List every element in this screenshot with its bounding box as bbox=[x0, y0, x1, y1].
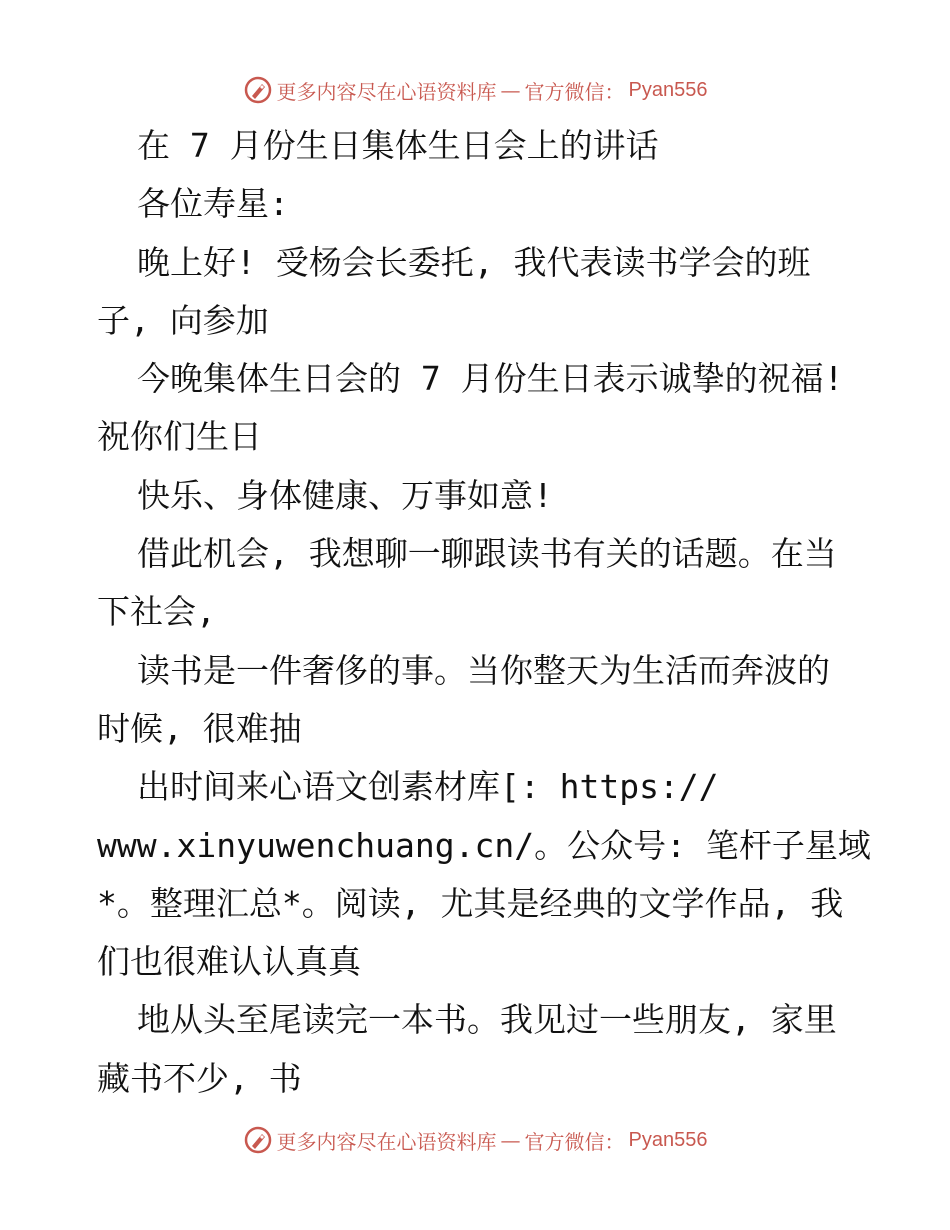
text-line: www.xinyuwenchuang.cn/。公众号: 笔杆子星域 bbox=[97, 825, 871, 865]
banner-title: 更多内容尽在心语资料库 bbox=[276, 79, 497, 104]
text-line: 今晚集体生日会的 7 月份生日表示诚挚的祝福! bbox=[137, 359, 844, 399]
text-line: 读书是一件奢侈的事。当你整天为生活而奔波的 bbox=[137, 650, 830, 690]
banner-title: 更多内容尽在心语资料库 bbox=[276, 1129, 497, 1154]
text-line: 下社会, bbox=[97, 592, 216, 632]
banner-separator: — bbox=[500, 78, 521, 102]
pen-nib-logo-icon bbox=[243, 75, 273, 105]
text-line: 们也很难认认真真 bbox=[97, 942, 361, 982]
header-banner bbox=[0, 70, 950, 110]
pen-nib-logo-icon bbox=[243, 1125, 273, 1155]
text-line: *。整理汇总*。阅读, 尤其是经典的文学作品, 我 bbox=[97, 883, 844, 923]
banner-separator: — bbox=[500, 1128, 521, 1152]
text-line: 祝你们生日 bbox=[97, 417, 262, 457]
text-line: 藏书不少, 书 bbox=[97, 1058, 302, 1098]
text-line: 快乐、身体健康、万事如意! bbox=[137, 475, 553, 515]
text-line: 晚上好! 受杨会长委托, 我代表读书学会的班 bbox=[137, 242, 811, 282]
text-line: 在 7 月份生日集体生日会上的讲话 bbox=[137, 126, 659, 165]
text-line: 时候, 很难抽 bbox=[97, 708, 302, 748]
footer-banner bbox=[0, 1120, 950, 1160]
banner-label: 官方微信： bbox=[524, 1129, 625, 1154]
document-body bbox=[97, 117, 871, 1108]
text-line: 借此机会, 我想聊一聊跟读书有关的话题。在当 bbox=[137, 534, 837, 574]
banner-label: 官方微信： bbox=[524, 79, 625, 104]
text-line: 地从头至尾读完一本书。我见过一些朋友, 家里 bbox=[137, 1000, 837, 1040]
text-line: 子, 向参加 bbox=[97, 300, 269, 340]
text-line: 出时间来心语文创素材库[: https:// bbox=[137, 767, 719, 807]
text-line: 各位寿星: bbox=[137, 184, 289, 224]
banner-wechat-id: Pyan556 bbox=[628, 78, 708, 101]
banner-wechat-id: Pyan556 bbox=[628, 1128, 708, 1151]
